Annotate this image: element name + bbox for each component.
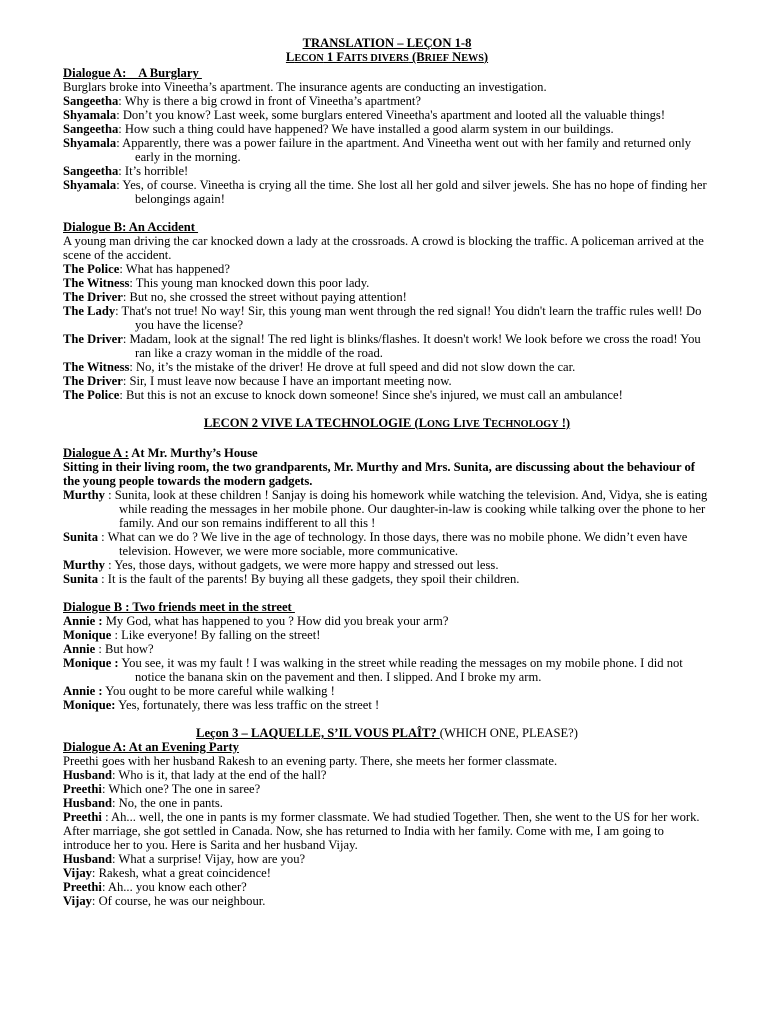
line-text: : Who is it, that lady at the end of the hall?	[112, 768, 327, 782]
speaker: Preethi	[63, 880, 102, 894]
dialogue-line	[63, 866, 711, 880]
speaker: Vijay	[63, 894, 92, 908]
dialogue-line	[63, 304, 711, 332]
title-part: L	[418, 416, 427, 430]
speaker: Sunita	[63, 572, 99, 586]
title-part: 1 F	[323, 50, 345, 64]
line-text: : What can we do ? We live in the age of technology. In those days, there was no mobile phone. We didn’t even have television. However, we were more sociable, more communicative.	[98, 530, 688, 558]
speaker: Husband	[63, 852, 113, 866]
line-text: : Sir, I must leave now because I have an important meeting now.	[122, 374, 452, 388]
speaker: The Police	[63, 262, 120, 276]
document-title: TRANSLATION – LEÇON 1-8	[302, 36, 472, 50]
speaker: Preethi	[63, 782, 102, 796]
line-text: : How such a thing could have happened? We have installed a good alarm system in our buildings.	[118, 122, 614, 136]
line-text: : Yes, of course. Vineetha is crying all the time. She lost all her gold and silver jewels. She has no hope of finding her belongings again!	[116, 178, 707, 206]
dialogue-line	[63, 488, 711, 530]
line-text: : What a surprise! Vijay, how are you?	[112, 852, 306, 866]
line-text: Yes, fortunately, there was less traffic on the street !	[115, 698, 380, 712]
heading-part: At Mr. Murthy’s House	[128, 446, 258, 460]
line-text: : Apparently, there was a power failure in the apartment. And Vineetha went out with her family and returned only early in the morning.	[116, 136, 692, 164]
dialogue-line	[63, 164, 711, 178]
spacer	[63, 206, 711, 220]
line-text: : Ah... well, the one in pants is my former classmate. We had studied Together. Then, she went to the US for her work. After marriage, she got settled in Canada. Now, she has returned to India with her family. Come with me, I am going to introduce her to you. Here is Sarita and her husband Vijay.	[63, 810, 700, 852]
speaker: The Witness	[63, 360, 130, 374]
dialogue-line	[63, 656, 711, 684]
line-text: : Of course, he was our neighbour.	[91, 894, 266, 908]
line-text: : Sunita, look at these children ! Sanjay is doing his homework while watching the television. And, Vidya, she is eating while reading the messages in her mobile phone. Our daughter-in-law is cooking while talking over the phone to her family. And our son remains indifferent to all this !	[104, 488, 708, 530]
dialogue-line	[63, 136, 711, 164]
line-text: My God, what has happened to you ? How did you break your arm?	[102, 614, 449, 628]
line-text: : That's not true! No way! Sir, this young man went through the red signal! You didn't learn the traffic rules well! Do you have the license?	[115, 304, 702, 332]
speaker: The Police	[63, 388, 120, 402]
line-text: : But no, she crossed the street without paying attention!	[122, 290, 407, 304]
speaker: Murthy	[63, 558, 105, 572]
dialogue-line	[63, 810, 711, 852]
lesson-1-title	[63, 50, 711, 66]
dialogue-line	[63, 684, 711, 698]
speaker: The Driver	[63, 332, 123, 346]
line-text: : Rakesh, what a great coincidence!	[91, 866, 271, 880]
speaker: Annie	[63, 642, 96, 656]
spacer	[63, 432, 711, 446]
dialogue-heading: Dialogue B: An Accident	[63, 220, 199, 234]
spacer	[63, 712, 711, 726]
speaker: Shyamala	[63, 178, 117, 192]
line-text: You ought to be more careful while walking !	[102, 684, 335, 698]
dialogue-line	[63, 388, 711, 402]
title-part: LECON 2 VIVE LA TECHNOLOGIE (	[203, 416, 419, 430]
line-text: : It is the fault of the parents! By buying all these gadgets, they spoil their children.	[98, 572, 520, 586]
lesson-2-title	[63, 416, 711, 432]
speaker: Monique:	[63, 698, 116, 712]
title-part: RIEF	[424, 53, 449, 64]
speaker: Shyamala	[63, 108, 117, 122]
speaker: Shyamala	[63, 136, 117, 150]
title-part: (B	[408, 50, 425, 64]
dialogue-line	[63, 276, 711, 290]
line-text: : No, it’s the mistake of the driver! He drove at full speed and did not slow down the car.	[129, 360, 576, 374]
speaker: Sangeetha	[63, 122, 119, 136]
line-text: : This young man knocked down this poor lady.	[129, 276, 370, 290]
title-part: L	[450, 416, 462, 430]
dialogue-line	[63, 880, 711, 894]
line-text: : Don’t you know? Last week, some burglars entered Vineetha's apartment and looted all the valuable things!	[116, 108, 666, 122]
dialogue-line	[63, 614, 711, 628]
line-text: : Yes, those days, without gadgets, we were more happy and stressed out less.	[104, 558, 499, 572]
speaker: Annie :	[63, 684, 103, 698]
dialogue-line	[63, 796, 711, 810]
line-text: : No, the one in pants.	[112, 796, 223, 810]
speaker: Murthy	[63, 488, 105, 502]
dialogue-line	[63, 642, 711, 656]
dialogue-line	[63, 178, 711, 206]
speaker: Husband	[63, 796, 113, 810]
speaker: Vijay	[63, 866, 92, 880]
line-text: : But how?	[95, 642, 154, 656]
dialogue-line	[63, 628, 711, 642]
dialogue-line	[63, 530, 711, 558]
speaker: The Driver	[63, 374, 123, 388]
dialogue-line	[63, 262, 711, 276]
heading-part: Dialogue A :	[63, 446, 129, 460]
dialogue-line	[63, 698, 711, 712]
title-part: EWS	[461, 53, 484, 64]
title-part: !)	[558, 416, 571, 430]
line-text: : Which one? The one in saree?	[101, 782, 261, 796]
title-part: ECHNOLOGY	[491, 419, 559, 430]
speaker: Annie :	[63, 614, 103, 628]
dialogue-line	[63, 558, 711, 572]
dialogue-intro: A young man driving the car knocked down a lady at the crossroads. A crowd is blocking the traffic. A policeman arrived at the scene of the accident.	[63, 234, 704, 262]
dialogue-heading	[63, 446, 711, 460]
dialogue-line	[63, 782, 711, 796]
line-text: : Madam, look at the signal! The red light is blinks/flashes. It doesn't work! We look before we cross the road! You ran like a crazy woman in the middle of the road.	[122, 332, 701, 360]
dialogue-line	[63, 360, 711, 374]
dialogue-line	[63, 768, 711, 782]
dialogue-line	[63, 852, 711, 866]
speaker: Sangeetha	[63, 164, 119, 178]
dialogue-intro: Sitting in their living room, the two grandparents, Mr. Murthy and Mrs. Sunita, are discussing about the behaviour of the young people towards the modern gadgets.	[63, 460, 695, 488]
dialogue-intro: Preethi goes with her husband Rakesh to an evening party. There, she meets her former classmate.	[63, 754, 558, 768]
title-part: ECON	[294, 53, 324, 64]
dialogue-heading: Dialogue A: At an Evening Party	[63, 740, 239, 754]
line-text: : It’s horrible!	[118, 164, 189, 178]
lesson-3-title	[63, 726, 711, 740]
title-part: ONG	[427, 419, 451, 430]
speaker: The Lady	[63, 304, 116, 318]
title-part: L	[285, 50, 295, 64]
speaker: Monique	[63, 628, 112, 642]
title-part: T	[479, 416, 492, 430]
dialogue-line	[63, 122, 711, 136]
line-text: : Why is there a big crowd in front of Vineetha’s apartment?	[118, 94, 421, 108]
title-part: AITS DIVERS	[344, 53, 409, 64]
dialogue-heading: Dialogue B : Two friends meet in the street	[63, 600, 295, 614]
title-part: Leçon 3 – LAQUELLE, S’IL VOUS PLAÎT?	[196, 726, 440, 740]
speaker: Monique :	[63, 656, 119, 670]
dialogue-line	[63, 332, 711, 360]
dialogue-line	[63, 94, 711, 108]
line-text: : Ah... you know each other?	[101, 880, 247, 894]
dialogue-line	[63, 290, 711, 304]
spacer	[63, 402, 711, 416]
speaker: The Driver	[63, 290, 123, 304]
line-text: You see, it was my fault ! I was walking in the street while reading the messages on my mobile phone. I did not notice the banana skin on the pavement and then. I slipped. And I broke my arm.	[118, 656, 683, 684]
dialogue-intro: Burglars broke into Vineetha’s apartment. The insurance agents are conducting an investigation.	[63, 80, 547, 94]
dialogue-line	[63, 572, 711, 586]
document-page	[63, 36, 711, 908]
dialogue-heading: Dialogue A: A Burglary	[63, 66, 202, 80]
spacer	[63, 586, 711, 600]
dialogue-line	[63, 108, 711, 122]
line-text: : What has happened?	[119, 262, 230, 276]
speaker: Sangeetha	[63, 94, 119, 108]
title-part: (WHICH ONE, PLEASE?)	[439, 726, 578, 740]
title-part: IVE	[461, 419, 480, 430]
speaker: Preethi	[63, 810, 102, 824]
speaker: Sunita	[63, 530, 99, 544]
line-text: : Like everyone! By falling on the street!	[111, 628, 321, 642]
title-part: N	[448, 50, 462, 64]
title-part: )	[483, 50, 489, 64]
dialogue-line	[63, 374, 711, 388]
line-text: : But this is not an excuse to knock down someone! Since she's injured, we must call an ambulance!	[119, 388, 623, 402]
speaker: Husband	[63, 768, 113, 782]
dialogue-line	[63, 894, 711, 908]
speaker: The Witness	[63, 276, 130, 290]
